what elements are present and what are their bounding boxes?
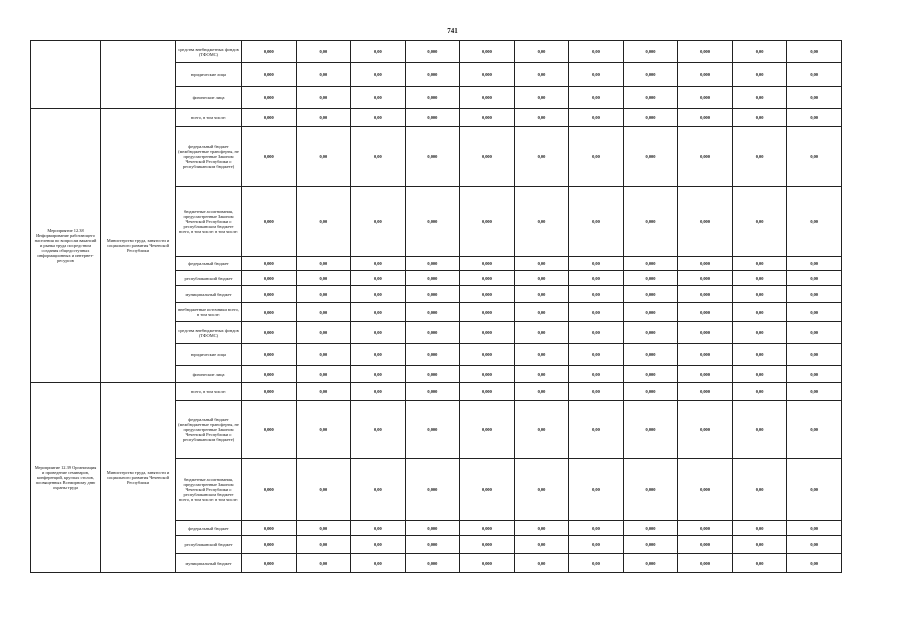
value-cell: 0,000 (405, 383, 460, 401)
value-cell: 0,000 (460, 41, 515, 63)
value-cell: 0,00 (732, 536, 787, 554)
value-cell: 0,000 (242, 344, 297, 366)
value-cell: 0,00 (351, 322, 406, 344)
value-cell: 0,000 (460, 401, 515, 459)
value-cell: 0,00 (732, 87, 787, 109)
funding-source-cell: средства внебюджетных фондов (ТФОМС) (176, 41, 242, 63)
value-cell: 0,000 (405, 303, 460, 322)
value-cell: 0,000 (623, 401, 678, 459)
value-cell: 0,00 (732, 383, 787, 401)
value-cell: 0,000 (623, 286, 678, 303)
value-cell: 0,00 (569, 322, 624, 344)
value-cell: 0,000 (405, 127, 460, 187)
value-cell: 0,000 (242, 271, 297, 286)
funding-source-cell: бюджетные ассигнования, предусмотренные Законом Чеченской Республики о республиканском бюджете всего, в том числе: в том числе: (176, 459, 242, 521)
value-cell: 0,000 (242, 63, 297, 87)
value-cell: 0,00 (296, 459, 351, 521)
value-cell: 0,00 (569, 344, 624, 366)
value-cell: 0,00 (351, 63, 406, 87)
page-number: 741 (447, 27, 458, 35)
value-cell: 0,000 (460, 63, 515, 87)
value-cell: 0,00 (787, 383, 842, 401)
table-row (31, 109, 842, 127)
value-cell: 0,000 (460, 536, 515, 554)
value-cell: 0,00 (569, 271, 624, 286)
value-cell: 0,00 (732, 109, 787, 127)
value-cell: 0,00 (296, 41, 351, 63)
funding-source-cell: средства внебюджетных фондов (ТФОМС) (176, 322, 242, 344)
value-cell: 0,00 (514, 366, 569, 383)
value-cell: 0,000 (623, 87, 678, 109)
value-cell: 0,000 (678, 554, 733, 573)
funding-source-cell: бюджетные ассигнования, предусмотренные Законом Чеченской Республики о республиканском бюджете всего, в том числе: в том числе: (176, 187, 242, 257)
value-cell: 0,00 (351, 271, 406, 286)
value-cell: 0,000 (678, 401, 733, 459)
funding-source-cell: республиканский бюджет (176, 536, 242, 554)
funding-source-cell: муниципальный бюджет (176, 554, 242, 573)
value-cell: 0,00 (351, 536, 406, 554)
executor-cell: Министерство труда, занятости и социального развития Чеченской Республики (101, 383, 176, 573)
value-cell: 0,00 (351, 459, 406, 521)
value-cell: 0,00 (514, 257, 569, 271)
value-cell: 0,000 (405, 286, 460, 303)
value-cell: 0,000 (242, 554, 297, 573)
value-cell: 0,00 (569, 459, 624, 521)
value-cell: 0,00 (569, 41, 624, 63)
value-cell: 0,00 (732, 187, 787, 257)
value-cell: 0,000 (405, 366, 460, 383)
value-cell: 0,000 (242, 87, 297, 109)
value-cell: 0,000 (623, 109, 678, 127)
value-cell: 0,000 (678, 521, 733, 536)
value-cell: 0,00 (787, 459, 842, 521)
value-cell: 0,000 (460, 303, 515, 322)
value-cell: 0,00 (351, 401, 406, 459)
funding-source-cell: физические лица (176, 87, 242, 109)
value-cell: 0,00 (514, 41, 569, 63)
value-cell: 0,00 (732, 63, 787, 87)
value-cell: 0,00 (787, 41, 842, 63)
value-cell: 0,000 (678, 109, 733, 127)
value-cell: 0,000 (460, 286, 515, 303)
activity-cell: Мероприятие 12.38 Информирование работающего населения по вопросам вакансий и рынка труда посредством создания общедоступных информационных и интернет-ресурсов (31, 109, 101, 383)
value-cell: 0,00 (787, 63, 842, 87)
value-cell: 0,000 (242, 303, 297, 322)
value-cell: 0,00 (296, 303, 351, 322)
value-cell: 0,000 (678, 87, 733, 109)
value-cell: 0,00 (514, 383, 569, 401)
value-cell: 0,000 (678, 271, 733, 286)
value-cell: 0,000 (623, 271, 678, 286)
funding-source-cell: муниципальный бюджет (176, 286, 242, 303)
executor-cell: Министерство труда, занятости и социального развития Чеченской Республики (101, 109, 176, 383)
value-cell: 0,000 (405, 322, 460, 344)
value-cell: 0,000 (678, 366, 733, 383)
value-cell: 0,00 (296, 271, 351, 286)
value-cell: 0,000 (678, 344, 733, 366)
value-cell: 0,00 (351, 344, 406, 366)
value-cell: 0,00 (732, 459, 787, 521)
funding-source-cell: юридические лица (176, 63, 242, 87)
value-cell: 0,00 (732, 554, 787, 573)
value-cell: 0,00 (732, 401, 787, 459)
value-cell: 0,000 (460, 459, 515, 521)
value-cell: 0,00 (569, 286, 624, 303)
value-cell: 0,000 (460, 344, 515, 366)
value-cell: 0,000 (405, 344, 460, 366)
value-cell: 0,00 (351, 257, 406, 271)
value-cell: 0,000 (623, 322, 678, 344)
value-cell: 0,00 (732, 127, 787, 187)
value-cell: 0,000 (460, 87, 515, 109)
value-cell: 0,00 (732, 366, 787, 383)
table-row (31, 41, 842, 63)
value-cell: 0,000 (242, 187, 297, 257)
value-cell: 0,000 (678, 322, 733, 344)
value-cell: 0,000 (623, 187, 678, 257)
value-cell: 0,00 (569, 383, 624, 401)
value-cell: 0,00 (569, 127, 624, 187)
value-cell: 0,000 (405, 109, 460, 127)
value-cell: 0,000 (405, 554, 460, 573)
value-cell: 0,00 (732, 322, 787, 344)
value-cell: 0,00 (351, 554, 406, 573)
funding-source-cell: республиканский бюджет (176, 271, 242, 286)
value-cell: 0,000 (623, 536, 678, 554)
value-cell: 0,00 (787, 521, 842, 536)
value-cell: 0,000 (405, 536, 460, 554)
value-cell: 0,00 (514, 401, 569, 459)
value-cell: 0,00 (787, 536, 842, 554)
value-cell: 0,00 (514, 536, 569, 554)
value-cell: 0,000 (678, 459, 733, 521)
value-cell: 0,00 (351, 109, 406, 127)
value-cell: 0,00 (514, 286, 569, 303)
value-cell: 0,00 (569, 187, 624, 257)
value-cell: 0,000 (242, 401, 297, 459)
value-cell: 0,00 (296, 322, 351, 344)
value-cell: 0,00 (514, 187, 569, 257)
funding-source-cell: физические лица (176, 366, 242, 383)
value-cell: 0,00 (787, 257, 842, 271)
value-cell: 0,00 (296, 286, 351, 303)
value-cell: 0,000 (623, 344, 678, 366)
value-cell: 0,00 (732, 521, 787, 536)
value-cell: 0,00 (514, 109, 569, 127)
value-cell: 0,000 (678, 286, 733, 303)
value-cell: 0,000 (242, 109, 297, 127)
value-cell: 0,000 (623, 554, 678, 573)
value-cell: 0,000 (242, 521, 297, 536)
funding-source-cell: федеральный бюджет (176, 257, 242, 271)
value-cell: 0,00 (296, 63, 351, 87)
value-cell: 0,00 (514, 554, 569, 573)
funding-source-cell: федеральный бюджет (176, 521, 242, 536)
value-cell: 0,00 (351, 286, 406, 303)
executor-cell (101, 41, 176, 109)
value-cell: 0,00 (296, 109, 351, 127)
value-cell: 0,000 (460, 187, 515, 257)
value-cell: 0,00 (296, 187, 351, 257)
value-cell: 0,00 (514, 127, 569, 187)
value-cell: 0,000 (678, 63, 733, 87)
value-cell: 0,000 (405, 459, 460, 521)
value-cell: 0,00 (351, 366, 406, 383)
value-cell: 0,000 (460, 127, 515, 187)
value-cell: 0,000 (678, 257, 733, 271)
value-cell: 0,000 (405, 41, 460, 63)
value-cell: 0,000 (242, 366, 297, 383)
value-cell: 0,000 (242, 383, 297, 401)
value-cell: 0,000 (405, 87, 460, 109)
value-cell: 0,00 (732, 344, 787, 366)
value-cell: 0,000 (678, 303, 733, 322)
value-cell: 0,000 (460, 109, 515, 127)
value-cell: 0,00 (296, 521, 351, 536)
value-cell: 0,000 (460, 554, 515, 573)
value-cell: 0,00 (569, 303, 624, 322)
value-cell: 0,000 (460, 521, 515, 536)
value-cell: 0,00 (787, 286, 842, 303)
funding-source-cell: федеральный бюджет (межбюджетные трансферты, не предусмотренные Законом Чеченской Республики о республиканском бюджете) (176, 401, 242, 459)
value-cell: 0,000 (405, 187, 460, 257)
value-cell: 0,00 (787, 271, 842, 286)
value-cell: 0,00 (569, 401, 624, 459)
value-cell: 0,00 (296, 127, 351, 187)
value-cell: 0,00 (296, 344, 351, 366)
value-cell: 0,00 (787, 401, 842, 459)
table-row (31, 383, 842, 401)
funding-source-cell: юридические лица (176, 344, 242, 366)
value-cell: 0,00 (514, 344, 569, 366)
value-cell: 0,00 (787, 109, 842, 127)
value-cell: 0,000 (242, 536, 297, 554)
value-cell: 0,00 (569, 536, 624, 554)
value-cell: 0,00 (514, 521, 569, 536)
activity-cell: Мероприятие 12.39 Организация и проведение семинаров, конференций, круглых столов, посвященных Всемирному дню охраны труда (31, 383, 101, 573)
value-cell: 0,000 (623, 63, 678, 87)
value-cell: 0,00 (351, 521, 406, 536)
value-cell: 0,000 (460, 257, 515, 271)
value-cell: 0,00 (732, 303, 787, 322)
budget-table-body (31, 41, 842, 573)
funding-source-cell: всего, в том числе: (176, 109, 242, 127)
value-cell: 0,00 (569, 257, 624, 271)
value-cell: 0,00 (514, 303, 569, 322)
value-cell: 0,00 (787, 303, 842, 322)
value-cell: 0,00 (514, 63, 569, 87)
value-cell: 0,00 (296, 383, 351, 401)
value-cell: 0,00 (787, 87, 842, 109)
value-cell: 0,00 (351, 383, 406, 401)
value-cell: 0,00 (787, 366, 842, 383)
value-cell: 0,000 (623, 459, 678, 521)
value-cell: 0,000 (460, 322, 515, 344)
value-cell: 0,000 (405, 521, 460, 536)
funding-source-cell: внебюджетные источники всего, в том числе: (176, 303, 242, 322)
value-cell: 0,000 (623, 366, 678, 383)
value-cell: 0,00 (296, 536, 351, 554)
value-cell: 0,000 (678, 41, 733, 63)
value-cell: 0,000 (242, 459, 297, 521)
value-cell: 0,00 (351, 127, 406, 187)
value-cell: 0,00 (787, 554, 842, 573)
value-cell: 0,00 (732, 41, 787, 63)
value-cell: 0,00 (569, 366, 624, 383)
value-cell: 0,000 (678, 536, 733, 554)
value-cell: 0,00 (569, 63, 624, 87)
value-cell: 0,000 (623, 257, 678, 271)
value-cell: 0,000 (623, 303, 678, 322)
funding-source-cell: всего, в том числе: (176, 383, 242, 401)
value-cell: 0,00 (787, 127, 842, 187)
value-cell: 0,000 (623, 383, 678, 401)
value-cell: 0,00 (351, 187, 406, 257)
value-cell: 0,000 (405, 63, 460, 87)
value-cell: 0,000 (678, 383, 733, 401)
value-cell: 0,000 (460, 383, 515, 401)
value-cell: 0,000 (242, 257, 297, 271)
value-cell: 0,000 (623, 127, 678, 187)
value-cell: 0,000 (405, 271, 460, 286)
value-cell: 0,00 (351, 303, 406, 322)
value-cell: 0,00 (787, 187, 842, 257)
value-cell: 0,00 (296, 87, 351, 109)
value-cell: 0,000 (405, 257, 460, 271)
value-cell: 0,00 (569, 521, 624, 536)
value-cell: 0,000 (623, 41, 678, 63)
value-cell: 0,00 (787, 322, 842, 344)
value-cell: 0,00 (569, 554, 624, 573)
value-cell: 0,00 (296, 366, 351, 383)
funding-source-cell: федеральный бюджет (межбюджетные трансферты, не предусмотренные Законом Чеченской Республики о республиканском бюджете) (176, 127, 242, 187)
value-cell: 0,00 (732, 271, 787, 286)
value-cell: 0,00 (787, 344, 842, 366)
value-cell: 0,000 (623, 521, 678, 536)
value-cell: 0,000 (242, 286, 297, 303)
value-cell: 0,00 (296, 401, 351, 459)
budget-table (30, 40, 842, 573)
value-cell: 0,00 (351, 87, 406, 109)
value-cell: 0,00 (514, 322, 569, 344)
value-cell: 0,000 (405, 401, 460, 459)
value-cell: 0,00 (569, 87, 624, 109)
value-cell: 0,000 (242, 41, 297, 63)
value-cell: 0,00 (296, 257, 351, 271)
value-cell: 0,000 (242, 127, 297, 187)
value-cell: 0,00 (732, 286, 787, 303)
value-cell: 0,00 (732, 257, 787, 271)
value-cell: 0,000 (460, 271, 515, 286)
value-cell: 0,00 (296, 554, 351, 573)
value-cell: 0,00 (514, 271, 569, 286)
value-cell: 0,000 (242, 322, 297, 344)
value-cell: 0,000 (678, 187, 733, 257)
value-cell: 0,00 (569, 109, 624, 127)
value-cell: 0,000 (678, 127, 733, 187)
value-cell: 0,00 (514, 87, 569, 109)
value-cell: 0,000 (460, 366, 515, 383)
value-cell: 0,00 (514, 459, 569, 521)
activity-cell (31, 41, 101, 109)
value-cell: 0,00 (351, 41, 406, 63)
